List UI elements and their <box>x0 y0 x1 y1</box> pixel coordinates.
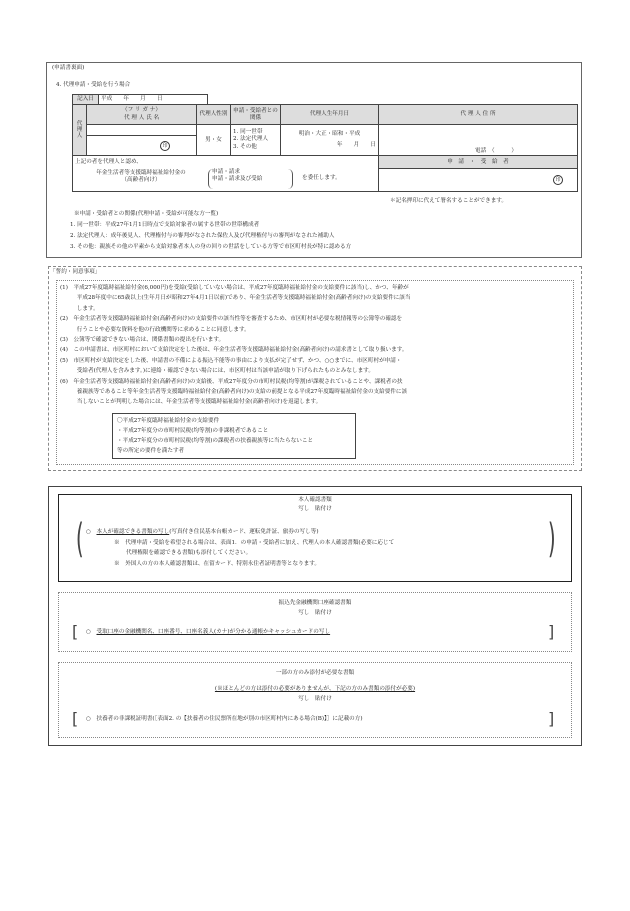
requirement-item: ・平成27年度分の市町村民税(均等割)の非課税者であること <box>117 428 269 434</box>
agent-gender-header: 代理人性別 <box>197 105 231 125</box>
entry-date-label: 記入日 <box>73 95 99 105</box>
delegation-block <box>73 169 379 192</box>
id-docs-line <box>86 529 319 536</box>
delegation-line3: （高齢者向け） <box>121 176 161 183</box>
choice-option-apply-receive[interactable]: 申請・請求及び受給 <box>212 176 263 183</box>
relation-note-3: 3. その他：親族その他の平素から支給対象者本人の身の回りの世話をしている方等で市区町村長が特に認める方 <box>70 244 352 250</box>
address-header: 代 理 人 住 所 <box>379 105 578 125</box>
applicant-signature-field[interactable] <box>379 169 578 192</box>
pledge-list <box>60 283 572 408</box>
agent-name-label: 代 理 人 氏 名 <box>123 114 160 121</box>
birth-date-field[interactable] <box>281 125 379 156</box>
phone-label: 電話 （ ） <box>475 148 517 155</box>
bank-docs-title: 振込先金融機関口座確認書類 <box>278 600 352 606</box>
pledge-title: 「誓約・同意事項」 <box>50 269 101 275</box>
partial-docs-left-bracket: [ <box>72 709 79 728</box>
relation-note-2: 2. 法定代理人：成年後見人、代理権付与の審判がなされた保佐人及び代理権付与の審判がなされた補助人 <box>70 233 335 239</box>
relation-note-title: ※申請・受給者との関係(代理申請・受給が可能な方一覧) <box>74 211 219 217</box>
furigana-label: （フ リ ガ ナ） <box>122 107 161 114</box>
bank-docs-subtitle: 写し 貼付け <box>298 610 332 616</box>
page-header-tag: (申請書裏面) <box>52 65 85 71</box>
bullet: ○ <box>86 629 97 635</box>
bank-docs-line <box>86 629 330 636</box>
partial-docs-line: ○ 扶養者の非課税証明書(［表面2. の【扶養者の住民票所在地が別の市区町村内にある場合(B)】］に記載の方) <box>86 716 363 722</box>
pledge-line: 受給者(代理人を含みます。)に連絡・確認できない場合には、市区町村は当該申請が取り下げられたものとみなします。 <box>60 368 374 375</box>
bank-docs-underlined: 受取口座の金融機関名、口座番号、口座名義人(カナ)が分かる通帳かキャッシュカードの写し <box>96 629 331 635</box>
seal-mark: 印 <box>160 141 170 151</box>
pledge-line: 平成28年度中に65歳以上(生年月日が昭和27年4月1日以前)であり、年金生活者等支援臨時福祉給付金(高齢者向け)の支給要件に該当 <box>60 295 411 302</box>
partial-docs-right-bracket: ] <box>548 709 555 728</box>
seal-note: ＊記名押印に代えて署名することができます。 <box>390 198 508 204</box>
partial-docs-title: 一部の方のみ添付が必要な書類 <box>275 670 355 676</box>
bullet: ○ <box>86 529 97 535</box>
pledge-line: (6) 年金生活者等支援臨時福祉給付金(高齢者向け)の支給後、平成27年度分の市町村民税(均等割)が課税されていることや、課税者の扶 <box>60 378 403 385</box>
applicant-header: 申 請 ・ 受 給 者 <box>379 156 578 169</box>
requirement-item: ・平成27年度分の市町村民税(均等割)の課税者の扶養親族等に当たらないこと <box>117 438 314 444</box>
agent-table <box>72 104 578 192</box>
id-docs-title: 本人確認書類 <box>298 497 332 503</box>
address-field[interactable] <box>379 125 578 156</box>
requirement-box <box>112 413 356 459</box>
pledge-line: (2) 年金生活者等支援臨時福祉給付金(高齢者向け)の支給要件の該当性等を審査するため、市区町村が必要な税情報等の公簿等の確認を <box>60 316 403 323</box>
pledge-line: (1) 平成27年度臨時福祉給付金(6,000円)を受給(受給していない場合は、平成27年度臨時福祉給付金の支給要件に該当)し、かつ、年齢が <box>60 285 409 291</box>
delegate-text: を委任します。 <box>302 174 341 181</box>
requirement-title: 〇平成27年度臨時福祉給付金の支給要件 <box>117 418 220 424</box>
partial-docs-note: (※ほとんどの方は添付の必要がありませんが、下記の方のみ書類の添付が必要) <box>214 686 416 692</box>
gender-choice[interactable]: 男・女 <box>197 125 231 156</box>
bank-docs-right-bracket: ] <box>548 622 555 641</box>
id-docs-right-bracket: ) <box>547 516 556 562</box>
id-docs-examples: (写真付き住民基本台帳カード、運転免許証、旅券の写し等) <box>169 529 319 535</box>
pledge-line: (5) 市区町村が支給決定をした後、申請書の不備による振込不能等の事由により支払が完了せず、かつ、○○までに、市区町村が申請・ <box>60 357 402 364</box>
birth-header: 代理人生年月日 <box>281 105 379 125</box>
pledge-line: 行うことや必要な資料を他の行政機関等に求めることに同意します。 <box>60 326 250 333</box>
delegation-line1: 上記の者を代理人と認め、 <box>73 156 379 169</box>
applicant-seal-mark: 印 <box>553 175 563 185</box>
entry-date-field[interactable]: 平成 年 月 日 <box>99 95 208 105</box>
relation-option-3[interactable]: 3. その他 <box>233 143 257 150</box>
relation-option-1[interactable]: 1. 同一世帯 <box>233 128 263 135</box>
relation-choice[interactable] <box>231 125 281 156</box>
agent-name-input[interactable] <box>87 136 197 156</box>
id-docs-subtitle: 写し 貼付け <box>298 506 332 512</box>
pledge-line: 養親族等であること等年金生活者等支援臨時福祉給付金(高齢者向け)の支給の前提となる平成27年度臨時福祉給付金の支給要件に該 <box>60 389 408 396</box>
delegation-line2: 年金生活者等支援臨時福祉給付金の <box>96 169 186 176</box>
relation-header: 申請・受給者との関係 <box>231 105 281 125</box>
id-docs-underlined: 本人が確認できる書類の写し <box>96 529 170 535</box>
id-docs-note1-cont: 代理権限を確認できる書類)も添付してください。 <box>126 550 252 556</box>
choice-option-apply[interactable]: 申請・請求 <box>212 168 240 175</box>
furigana-input[interactable] <box>87 125 197 136</box>
relation-note-1: 1. 同一世帯：平成27年1月1日時点で支給対象者の属する世帯の世帯構成者 <box>70 222 260 228</box>
pledge-line: します。 <box>60 305 99 312</box>
id-docs-left-bracket: ( <box>75 516 84 562</box>
partial-docs-subtitle: 写し 貼付け <box>298 696 332 702</box>
pledge-line: (3) 公簿等で確認できない場合は、関係書類の提出を行います。 <box>60 337 225 344</box>
agent-row-label: 代理人 <box>73 105 87 156</box>
requirement-item: 等の所定の要件を満たす者 <box>117 448 185 454</box>
id-docs-note1: ※ 代理申請・受給を希望される場合は、表面1．の申請・受給者に加え、代理人の本人確認書類(必要に応じて <box>114 540 395 546</box>
birth-era: 明治・大正・昭和・平成 <box>298 130 361 137</box>
pledge-line: 当しないことが判明した場合には、年金生活者等支援臨時福祉給付金(高齢者向け)を返還します。 <box>60 399 322 406</box>
bank-docs-left-bracket: [ <box>72 622 79 641</box>
birth-ymd: 年 月 日 <box>336 142 376 148</box>
pledge-line: (4) この申請書は、市区町村において支給決定をした後は、年金生活者等支援臨時福祉給付金(高齢者向け)の請求書として取り扱います。 <box>60 347 408 354</box>
relation-option-2[interactable]: 2. 法定代理人 <box>233 136 269 143</box>
section4-title: 4. 代理申請・受給を行う場合 <box>56 82 131 88</box>
id-docs-note2: ※ 外国人の方の本人確認書類は、在留カード、特別永住者証明書等となります。 <box>114 561 321 567</box>
choice-bracket <box>208 169 293 189</box>
